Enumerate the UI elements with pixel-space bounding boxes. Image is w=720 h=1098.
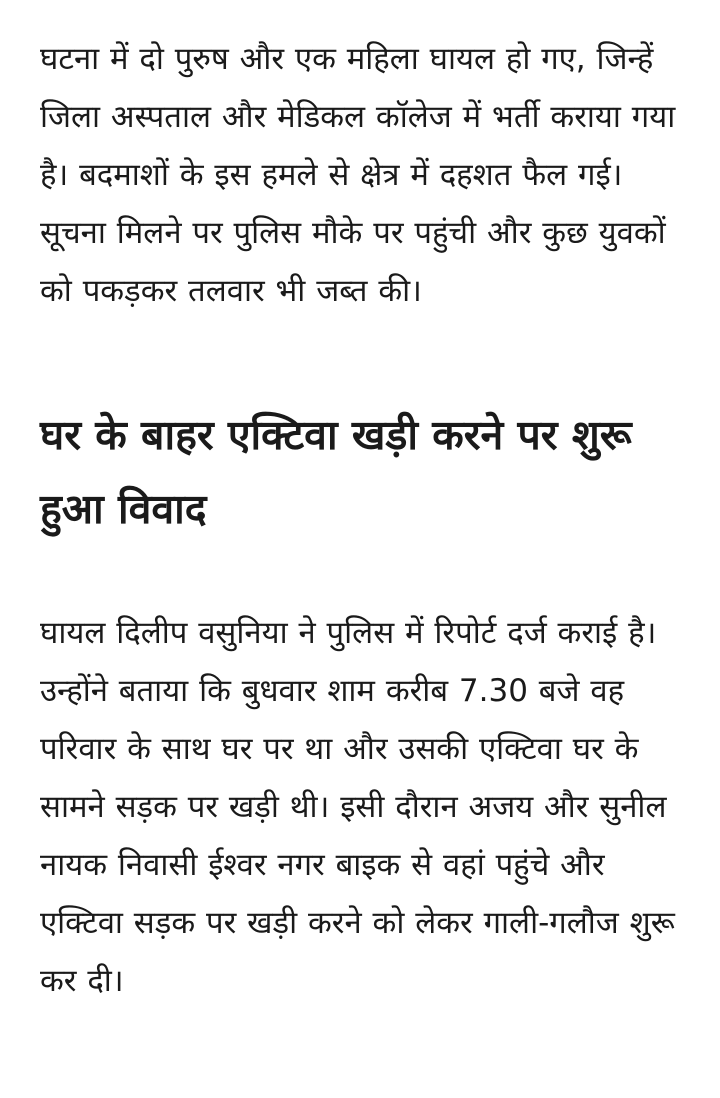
article-paragraph-2: घायल दिलीप वसुनिया ने पुलिस में रिपोर्ट दर्ज कराई है। उन्होंने बताया कि बुधवार शाम करीब 7.30 बजे वह परिवार के साथ घर पर था और उसकी एक्टिवा घर के सामने सड़क पर खड़ी थी। इसी दौरान अजय और सुनील नायक निवासी ईश्वर नगर बाइक से वहां पहुंचे और एक्टिवा सड़क पर खड़ी करने को लेकर गाली-गलौज शुरू कर दी। [40,615,675,999]
article-subheading: घर के बाहर एक्टिवा खड़ी करने पर शुरू हुआ विवाद [40,411,632,533]
article-paragraph-1: घटना में दो पुरुष और एक महिला घायल हो गए, जिन्हें जिला अस्पताल और मेडिकल कॉलेज में भर्ती कराया गया है। बदमाशों के इस हमले से क्षेत्र में दहशत फैल गई। सूचना मिलने पर पुलिस मौके पर पहुंची और कुछ युवकों को पकड़कर तलवार भी जब्त की। [40,41,676,309]
